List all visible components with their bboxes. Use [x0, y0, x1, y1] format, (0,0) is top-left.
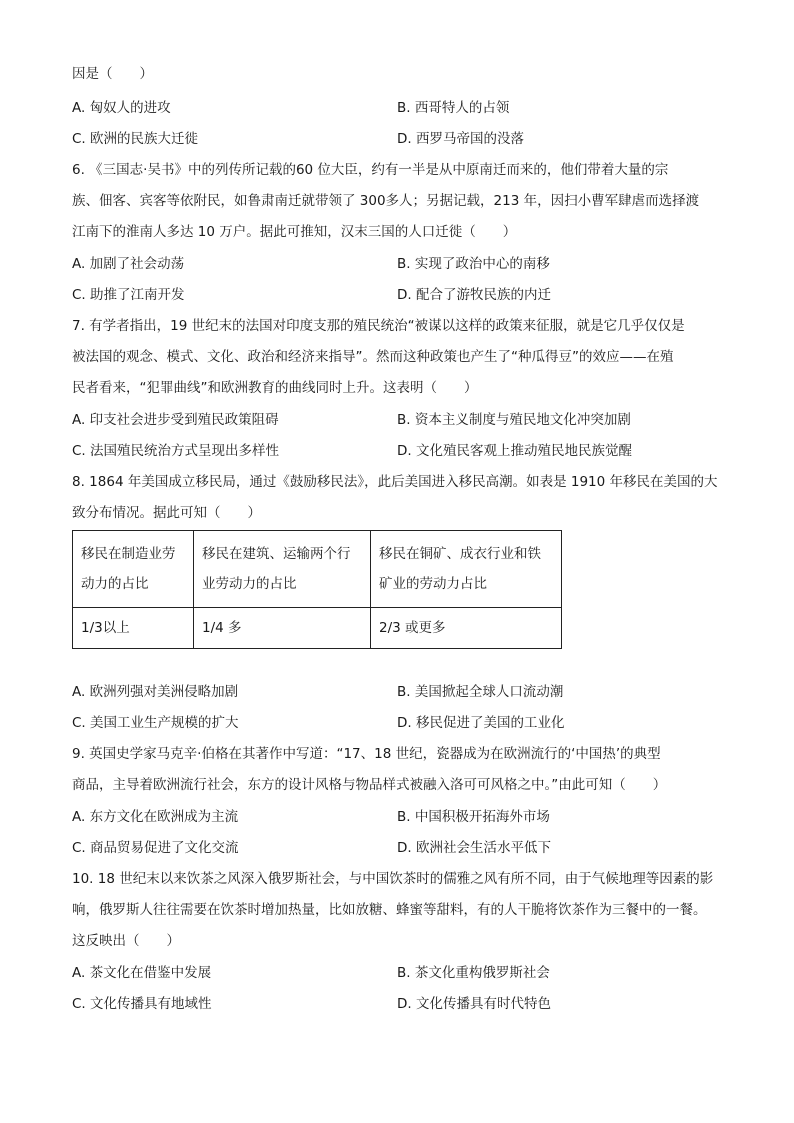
q8-stem-line-1: 8. 1864 年美国成立移民局，通过《鼓励移民法》，此后美国进入移民高潮。如表是 1910 年移民在美国的大 [72, 474, 718, 490]
q7-stem-line-3: 民者看来，“犯罪曲线”和欧洲教育的曲线同时上升。这表明（ ） [72, 380, 478, 396]
q6-option-d[interactable]: D. 配合了游牧民族的内迁 [397, 287, 551, 303]
q8-option-b[interactable]: B. 美国掀起全球人口流动潮 [397, 684, 564, 700]
q9-option-c[interactable]: C. 商品贸易促进了文化交流 [72, 840, 239, 856]
q6-stem-line-2: 族、佃客、宾客等依附民，如鲁肃南迁就带领了 300多人；另据记载，213 年，因扫小曹军肆虐而选择渡 [72, 193, 700, 209]
q8-option-d[interactable]: D. 移民促进了美国的工业化 [397, 715, 565, 731]
q7-option-b[interactable]: B. 资本主义制度与殖民地文化冲突加剧 [397, 412, 631, 428]
q10-stem-line-2: 响，俄罗斯人往往需要在饮茶时增加热量，比如放糖、蜂蜜等甜料，有的人干脆将饮茶作为三餐中的一餐。 [72, 902, 707, 918]
table-cell: 2/3 或更多 [371, 608, 562, 649]
q10-option-a[interactable]: A. 茶文化在借鉴中发展 [72, 965, 212, 981]
q5-stem: 因是（ ） [72, 66, 153, 82]
immigration-table [72, 530, 562, 649]
table-header-cell [371, 531, 562, 608]
q7-option-d[interactable]: D. 文化殖民客观上推动殖民地民族觉醒 [397, 443, 632, 459]
q5-option-b[interactable]: B. 西哥特人的占领 [397, 100, 510, 116]
table-cell: 1/4 多 [194, 608, 371, 649]
q6-stem-line-1: 6. 《三国志·吴书》中的列传所记载的60 位大臣，约有一半是从中原南迁而来的，他们带着大量的宗 [72, 162, 669, 178]
table-header-text: 移民在建筑、运输两个行 [202, 546, 351, 562]
q8-option-c[interactable]: C. 美国工业生产规模的扩大 [72, 715, 239, 731]
table-header-text: 移民在制造业劳 [81, 546, 176, 562]
q6-option-b[interactable]: B. 实现了政治中心的南移 [397, 256, 550, 272]
q10-option-c[interactable]: C. 文化传播具有地域性 [72, 996, 212, 1012]
q7-option-a[interactable]: A. 印支社会进步受到殖民政策阻碍 [72, 412, 279, 428]
q10-option-d[interactable]: D. 文化传播具有时代特色 [397, 996, 551, 1012]
table-header-row [73, 531, 562, 608]
q10-stem-line-3: 这反映出（ ） [72, 933, 180, 949]
q9-option-a[interactable]: A. 东方文化在欧洲成为主流 [72, 809, 239, 825]
table-row [73, 608, 562, 649]
q10-stem-line-1: 10. 18 世纪末以来饮茶之风深入俄罗斯社会，与中国饮茶时的儒雅之风有所不同，由于气候地理等因素的影 [72, 871, 714, 887]
q8-stem-line-2: 致分布情况。据此可知（ ） [72, 505, 261, 521]
table-header-text: 动力的占比 [81, 576, 149, 592]
q9-option-b[interactable]: B. 中国积极开拓海外市场 [397, 809, 550, 825]
q8-option-a[interactable]: A. 欧洲列强对美洲侵略加剧 [72, 684, 239, 700]
table-header-text: 业劳动力的占比 [202, 576, 297, 592]
q5-option-c[interactable]: C. 欧洲的民族大迁徙 [72, 131, 199, 147]
q9-stem-line-1: 9. 英国史学家马克辛·伯格在其著作中写道：“17、18 世纪，瓷器成为在欧洲流行的‘中国热’的典型 [72, 746, 661, 762]
q5-option-a[interactable]: A. 匈奴人的进攻 [72, 100, 171, 116]
table-header-cell [73, 531, 194, 608]
q7-stem-line-1: 7. 有学者指出，19 世纪末的法国对印度支那的殖民统治“被谋以这样的政策来征服，就是它几乎仅仅是 [72, 318, 685, 334]
table-header-text: 移民在铜矿、成衣行业和铁 [379, 546, 541, 562]
q6-option-c[interactable]: C. 助推了江南开发 [72, 287, 185, 303]
q9-stem-line-2: 商品，主导着欧洲流行社会，东方的设计风格与物品样式被融入洛可可风格之中。”由此可知（ ） [72, 777, 667, 793]
q6-option-a[interactable]: A. 加剧了社会动荡 [72, 256, 185, 272]
q10-option-b[interactable]: B. 茶文化重构俄罗斯社会 [397, 965, 550, 981]
q5-option-d[interactable]: D. 西罗马帝国的没落 [397, 131, 524, 147]
table-header-cell [194, 531, 371, 608]
q7-stem-line-2: 被法国的观念、模式、文化、政治和经济来指导”。然而这种政策也产生了“种瓜得豆”的效应——在殖 [72, 349, 674, 365]
table-cell: 1/3以上 [73, 608, 194, 649]
q9-option-d[interactable]: D. 欧洲社会生活水平低下 [397, 840, 551, 856]
table-header-text: 矿业的劳动力占比 [379, 576, 487, 592]
q6-stem-line-3: 江南下的淮南人多达 10 万户。据此可推知，汉末三国的人口迁徙（ ） [72, 224, 517, 240]
q7-option-c[interactable]: C. 法国殖民统治方式呈现出多样性 [72, 443, 280, 459]
